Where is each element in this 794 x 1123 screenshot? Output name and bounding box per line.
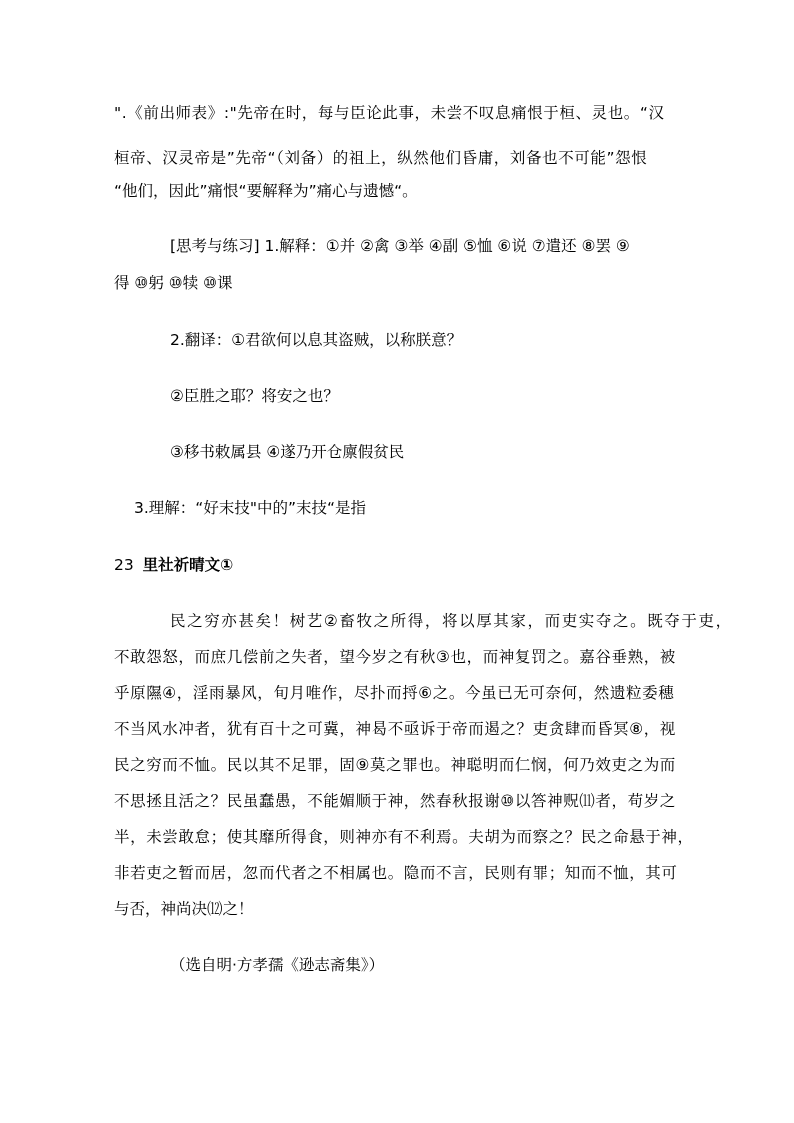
exercise-translate-1: 2.翻译：①君欲何以息其盗贼，以称朕意？ — [170, 331, 463, 349]
passage-line-7: 半，未尝敢怠；使其靡所得食，则神亦有不利焉。夫胡为而察之？民之命悬于神， — [114, 828, 694, 846]
passage-line-5: 民之穷而不恤。民以其不足罪，固⑨莫之罪也。神聪明而仁悯，何乃效吏之为而 — [114, 756, 676, 774]
exercise-explain-line-1: [思考与练习] 1.解释：①并 ②禽 ③举 ④副 ⑤恤 ⑥说 ⑦遣还 ⑧罢 ⑨ — [170, 237, 630, 255]
section-title: 里社祈晴文① — [142, 556, 234, 574]
exercise-understand: 3.理解：“好末技"中的”末技“是指 — [134, 499, 367, 517]
intro-line-1: ".《前出师表》:"先帝在时，每与臣论此事，未尝不叹息痛恨于桓、灵也。“汉 — [114, 104, 665, 122]
intro-line-2: 桓帝、汉灵帝是”先帝“（刘备）的祖上，纵然他们昏庸，刘备也不可能”怨恨 — [114, 149, 648, 167]
exercise-translate-3: ③移书敕属县 ④遂乃开仓廪假贫民 — [170, 443, 405, 461]
exercise-explain-line-2: 得 ⑩躬 ⑩犊 ⑩课 — [114, 274, 233, 292]
passage-line-4: 不当风水冲者，犹有百十之可冀，神曷不亟诉于帝而遏之？吏贪肆而昏冥⑧，视 — [114, 720, 676, 738]
intro-line-3: “他们，因此”痛恨“要解释为”痛心与遗憾“。 — [114, 182, 418, 200]
exercise-translate-2: ②臣胜之耶？将安之也？ — [170, 387, 339, 405]
passage-line-9: 与否，神尚决⑿之！ — [114, 900, 254, 918]
passage-line-6: 不思拯且活之？民虽蠢愚，不能媚顺于神，然春秋报谢⑩以答神贶⑾者，苟岁之 — [114, 792, 676, 810]
passage-line-1: 民之穷亦甚矣！树艺②畜牧之所得，将以厚其家，而吏实夺之。既夺于吏， — [170, 612, 733, 630]
passage-line-8: 非若吏之暂而居，忽而代者之不相属也。隐而不言，民则有罪；知而不恤，其可 — [114, 864, 678, 882]
section-heading — [114, 555, 233, 575]
section-number: 23 — [114, 556, 134, 574]
source-citation: （选自明·方孝孺《逊志斋集》） — [170, 956, 385, 974]
passage-line-2: 不敢怨怒，而庶几偿前之失者，望今岁之有秋③也，而神复罚之。嘉谷垂熟，被 — [114, 648, 676, 666]
passage-line-3: 乎原隰④，淫雨暴风，旬月唯作，尽扑而捋⑥之。今虽已无可奈何，然遗粒委穗 — [114, 684, 675, 702]
